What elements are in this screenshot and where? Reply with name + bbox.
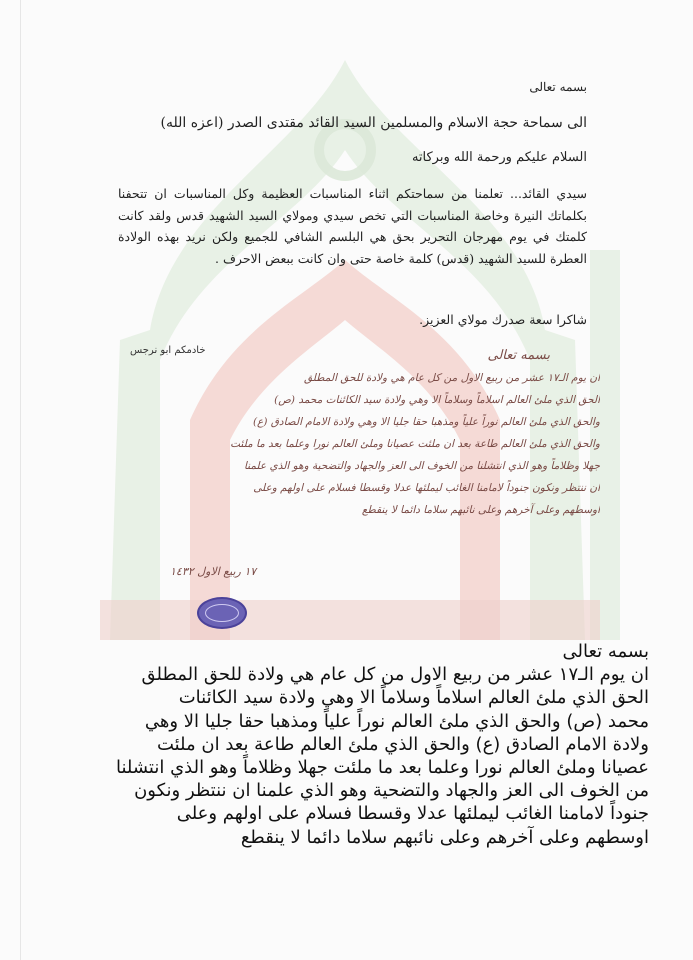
handwritten-line: والحق الذي ملئ العالم نوراً علياً ومذهبا حقا جليا الا وهي ولادة الامام الصادق (ع) — [252, 416, 600, 428]
transcription-line: اوسطهم وعلى آخرهم وعلى نائبهم سلاما دائما لا ينقطع — [240, 826, 649, 848]
transcription-line: ولادة الامام الصادق (ع) والحق الذي ملئ العالم طاعة بعد ان ملئت — [156, 733, 649, 755]
typed-transcription — [44, 640, 649, 849]
transcription-line: جنوداً لامامنا الغائب ليملئها عدلا وقسطا فسلام على اولهم وعلى — [176, 803, 649, 825]
transcription-line: الحق الذي ملئ العالم اسلاماً وسلاماً الا وهي ولادة سيد الكائنات — [178, 687, 649, 709]
transcription-line: من الخوف الى العز والجهاد والتضحية وهو الذي علمنا ان ننتظر ونكون — [134, 780, 649, 802]
handwritten-line: جهلا وظلاماً وهو الذي انتشلنا من الخوف الى العز والجهاد والتضحية وهو الذي علمنا — [243, 460, 600, 472]
handwritten-line: اوسطهم وعلى آخرهم وعلى نائبهم سلاما دائما لا ينقطع — [361, 504, 600, 516]
transcription-line: عصيانا وملئ العالم نورا وعلما بعد ما ملئت جهلا وظلاماً وهو الذي انتشلنا — [115, 757, 649, 779]
transcription-line: ان يوم الـ١٧ عشر من ربيع الاول من كل عام هي ولادة للحق المطلق — [141, 664, 649, 686]
office-seal-stamp — [197, 597, 247, 629]
handwritten-line: ان يوم الـ١٧ عشر من ربيع الاول من كل عام هي ولادة للحق المطلق — [303, 372, 600, 384]
letter-salutation: السلام عليكم ورحمة الله وبركاته — [411, 150, 587, 165]
handwritten-line: الحق الذي ملئ العالم اسلاماً وسلاماً الا وهي ولادة سيد الكائنات محمد (ص) — [274, 394, 600, 406]
transcription-heading: بسمه تعالى — [562, 641, 649, 662]
handwritten-line: ان ننتظر ونكون جنوداً لامامنا الغائب ليملئها عدلا وقسطا فسلام على اولهم وعلى — [253, 482, 600, 494]
letter-addressee: الى سماحة حجة الاسلام والمسلمين السيد القائد مقتدى الصدر (اعزه الله) — [160, 115, 587, 131]
handwritten-line: والحق الذي ملئ العالم طاعة بعد ان ملئت عصيانا وملئ العالم نورا وعلما بعد ما ملئت — [230, 438, 600, 450]
letter-body-paragraph: سيدي القائد... تعلمنا من سماحتكم اثناء المناسبات العظيمة وكل المناسبات ان تتحفنا بكلماتك النيرة وخاصة المناسبات التي تخص سيدي ومولاي السيد الشهيد قدس ولقد كانت كلمتك في يوم مهرجان التحرير بحق هي البلسم الشافي للجميع ولكن نريد بهذه الولادة العطرة للسيد الشهيد (قدس) كلمة خاصة حتى وان كانت ببعض الاحرف . — [118, 186, 587, 266]
letter-signer: خادمكم ابو نرجس — [130, 345, 206, 356]
letter-thanks: شاكرا سعة صدرك مولاي العزيز. — [419, 312, 587, 327]
letter-bismillah: بسمه تعالى — [529, 80, 587, 94]
handwritten-reply — [100, 345, 600, 585]
handwritten-date: ١٧ ربيع الاول ١٤٣٢ — [170, 565, 257, 578]
transcription-line: محمد (ص) والحق الذي ملئ العالم نوراً علياً ومذهبا حقا جليا الا وهي — [144, 710, 649, 732]
handwritten-heading: بسمه تعالى — [487, 348, 550, 363]
